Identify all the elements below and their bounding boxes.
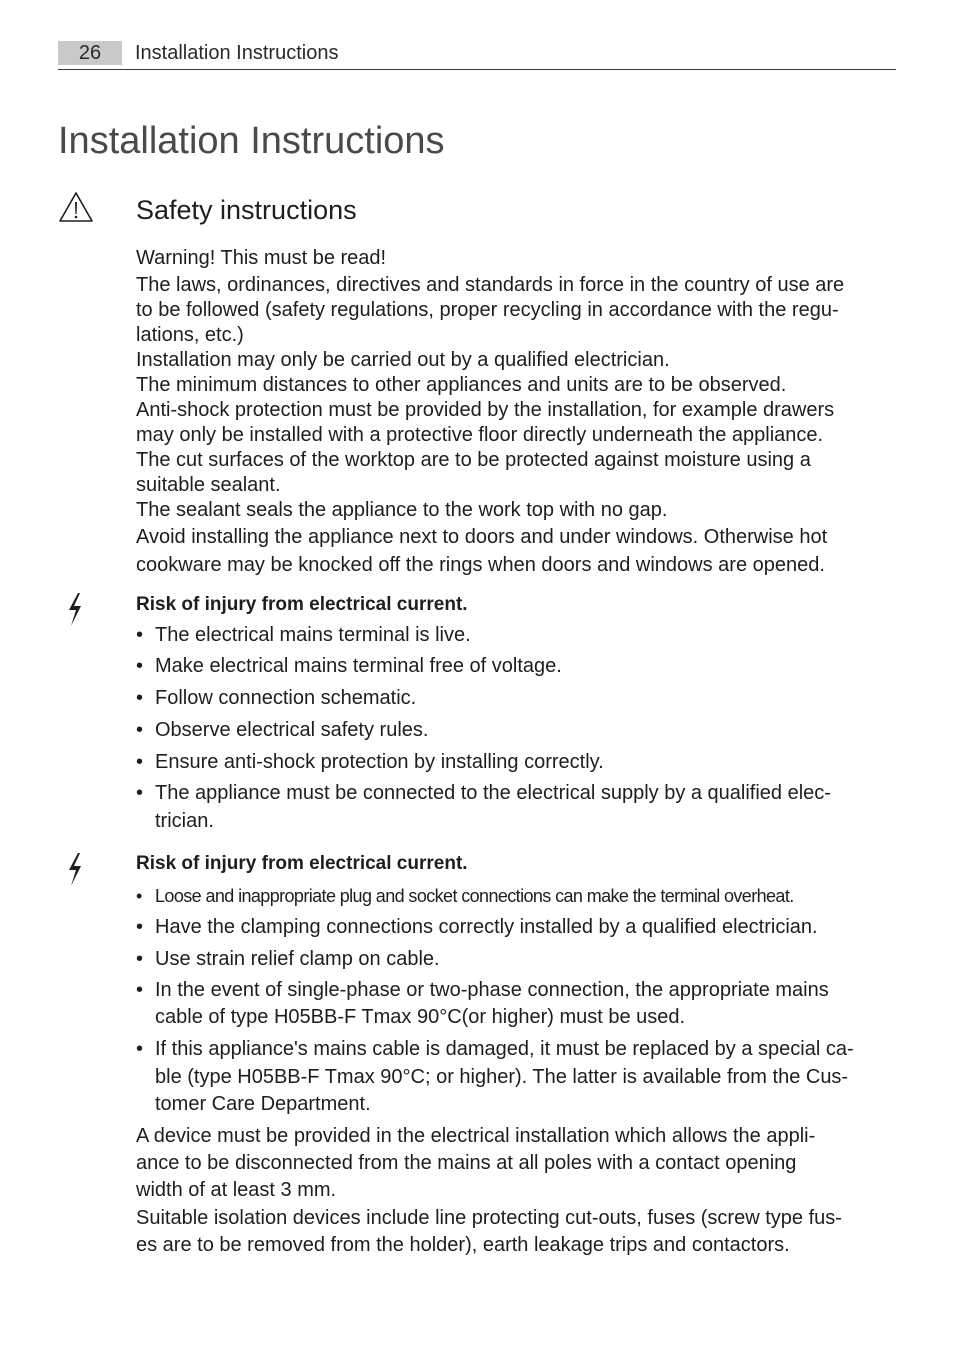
intro-line: may only be installed with a protective floor directly underneath the appliance. [136, 424, 824, 446]
header-title: Installation Instructions [135, 42, 339, 64]
bullet-item: • Use strain relief clamp on cable. [136, 947, 898, 972]
bullet-item: • The appliance must be connected to the electrical supply by a qualified elec- [136, 781, 898, 806]
intro-line: Warning! This must be read! [136, 247, 387, 269]
page-number: 26 [58, 41, 122, 65]
bullet-item: • The electrical mains terminal is live. [136, 623, 898, 648]
closing-line: es are to be removed from the holder), earth leakage trips and contactors. [136, 1234, 790, 1256]
bullet-item: • Follow connection schematic. [136, 686, 898, 711]
intro-line: to be followed (safety regulations, proper recycling in accordance with the regu- [136, 299, 839, 321]
hazard-heading: Risk of injury from electrical current. [136, 853, 468, 874]
lightning-bolt-icon [64, 592, 86, 628]
bullet-item: • Loose and inappropriate plug and socket connections can make the terminal overheat. [136, 884, 898, 909]
bullet-item: • Ensure anti-shock protection by installing correctly. [136, 750, 898, 775]
bullet-continuation: ble (type H05BB-F Tmax 90°C; or higher). The latter is available from the Cus- [155, 1066, 849, 1088]
bullet-item: • Observe electrical safety rules. [136, 718, 898, 743]
page-title: Installation Instructions [58, 120, 445, 162]
hazard-heading: Risk of injury from electrical current. [136, 594, 468, 615]
bullet-item: • If this appliance's mains cable is damaged, it must be replaced by a special ca- [136, 1037, 898, 1062]
closing-line: ance to be disconnected from the mains at all poles with a contact opening [136, 1152, 797, 1174]
bullet-item: • In the event of single-phase or two-phase connection, the appropriate mains [136, 978, 898, 1003]
intro-line: suitable sealant. [136, 474, 281, 496]
intro-line: The laws, ordinances, directives and standards in force in the country of use are [136, 274, 845, 296]
section-title: Safety instructions [136, 195, 357, 225]
intro-line: The sealant seals the appliance to the work top with no gap. [136, 499, 668, 521]
closing-line: width of at least 3 mm. [136, 1179, 337, 1201]
intro-line: lations, etc.) [136, 324, 244, 346]
intro-line: The minimum distances to other appliances and units are to be observed. [136, 374, 787, 396]
intro-line: Anti-shock protection must be provided by the installation, for example drawers [136, 399, 835, 421]
lightning-bolt-icon [64, 852, 86, 888]
bullet-continuation: cable of type H05BB-F Tmax 90°C(or higher) must be used. [155, 1006, 686, 1028]
intro-line: Avoid installing the appliance next to doors and under windows. Otherwise hot [136, 526, 828, 548]
bullet-item: • Have the clamping connections correctly installed by a qualified electrician. [136, 915, 898, 940]
bullet-continuation: trician. [155, 810, 214, 832]
page-header [58, 41, 896, 70]
bullet-item: • Make electrical mains terminal free of voltage. [136, 654, 898, 679]
bullet-continuation: tomer Care Department. [155, 1093, 371, 1115]
closing-line: Suitable isolation devices include line protecting cut-outs, fuses (screw type fus- [136, 1207, 842, 1229]
warning-triangle-icon [58, 191, 94, 223]
intro-line: The cut surfaces of the worktop are to be protected against moisture using a [136, 449, 811, 471]
intro-line: cookware may be knocked off the rings when doors and windows are opened. [136, 554, 825, 576]
intro-line: Installation may only be carried out by a qualified electrician. [136, 349, 670, 371]
closing-line: A device must be provided in the electrical installation which allows the appli- [136, 1125, 816, 1147]
